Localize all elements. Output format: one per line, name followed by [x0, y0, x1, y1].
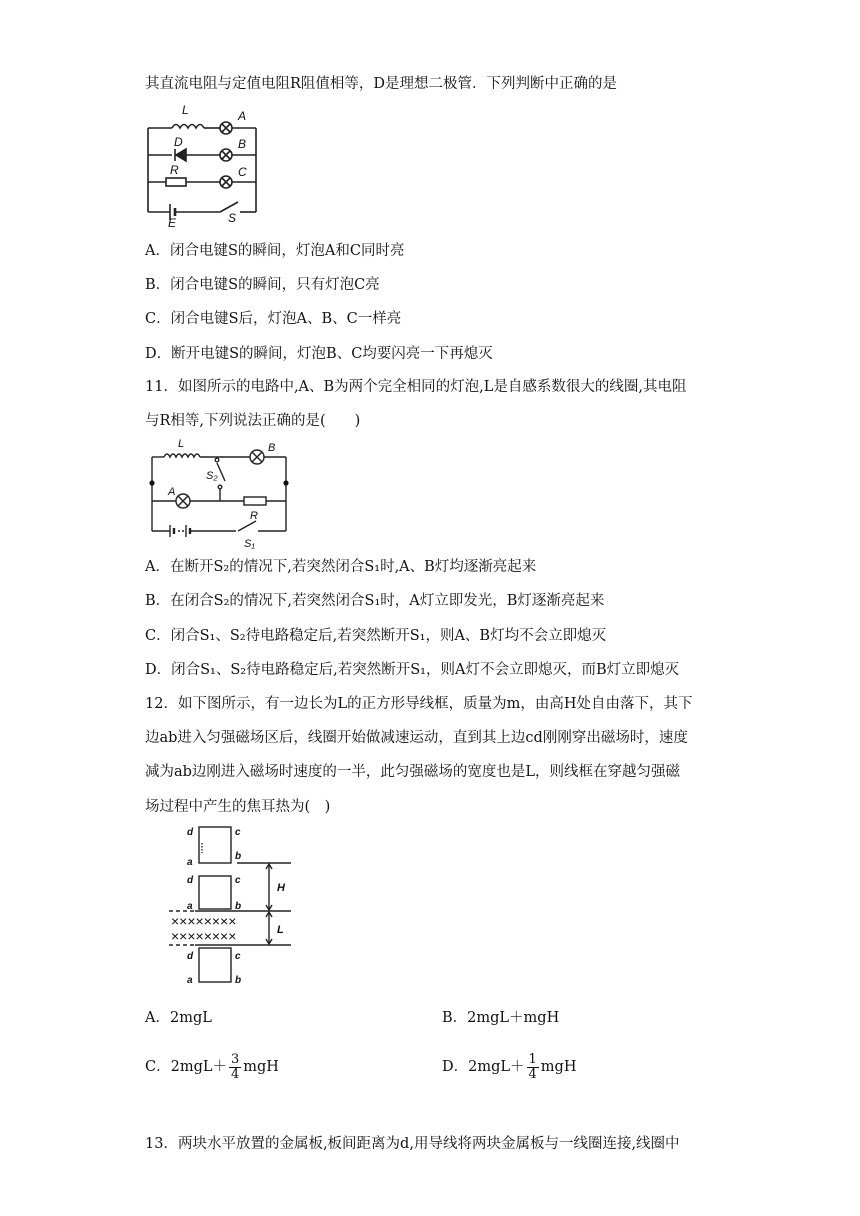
q12-label-d-mid: d — [187, 875, 194, 886]
q12-option-d — [442, 1050, 576, 1084]
q10-label-S: S — [228, 211, 237, 225]
q11-label-A: A — [168, 486, 176, 498]
q10-label-L: L — [182, 103, 189, 117]
q12-label-c-mid: c — [235, 875, 241, 886]
q10-label-E: E — [168, 216, 177, 228]
q11-option-d: D．闭合S₁、S₂待电路稳定后,若突然断开S₁，则A灯不会立即熄灭，而B灯立即熄灭 — [145, 662, 680, 678]
q12-option-d-denominator: 4 — [528, 1066, 537, 1082]
q11-option-b: B．在闭合S₂的情况下,若突然闭合S₁时，A灯立即发光，B灯逐渐亮起来 — [145, 593, 605, 609]
q12-label-b-bot: b — [235, 975, 242, 986]
q12-label-b-mid: b — [235, 901, 242, 912]
q10-label-C: C — [238, 165, 247, 179]
q10-option-c: C．闭合电键S后，灯泡A、B、C一样亮 — [145, 311, 402, 327]
q10-circuit-diagram — [140, 100, 270, 228]
q10-option-a: A．闭合电键S的瞬间，灯泡A和C同时亮 — [145, 243, 405, 259]
q13-stem-line1: 13．两块水平放置的金属板,板间距离为d,用导线将两块金属板与一线圈连接,线圈中 — [145, 1136, 680, 1152]
q11-label-L: L — [178, 438, 185, 450]
q12-option-d-suffix: mgH — [540, 1059, 577, 1075]
q10-label-R: R — [170, 163, 179, 177]
q11-label-S2: S₂ — [206, 470, 218, 482]
q12-stem-line1: 12．如下图所示，有一边长为L的正方形导线框，质量为m，由高H处自由落下，其下 — [145, 696, 693, 712]
q12-label-c-top: c — [235, 827, 241, 838]
q12-option-c-fraction — [229, 1053, 241, 1082]
q12-label-a-bot: a — [187, 975, 193, 986]
q11-stem-line2: 与R相等,下列说法正确的是( ) — [145, 413, 361, 429]
q12-label-a-mid: a — [187, 901, 193, 912]
q11-circuit-diagram — [140, 435, 300, 553]
q11-label-R: R — [250, 510, 258, 522]
q12-option-c-denominator: 4 — [230, 1066, 240, 1082]
q12-label-H: H — [277, 882, 285, 894]
q12-option-a: A．2mgL — [145, 1010, 212, 1026]
q12-option-c-suffix: mgH — [243, 1059, 279, 1075]
q12-stem-line2: 边ab进入匀强磁场区后，线圈开始做减速运动，直到其上边cd刚刚穿出磁场时，速度 — [145, 730, 688, 746]
q12-label-a-top: a — [187, 857, 193, 868]
q12-label-L: L — [277, 924, 284, 936]
q10-label-D: D — [174, 135, 183, 149]
q12-label-d-top: d — [187, 827, 194, 838]
q11-stem-line1: 11．如图所示的电路中,A、B为两个完全相同的灯泡,L是自感系数很大的线圈,其电阻 — [145, 379, 687, 395]
q11-option-c: C．闭合S₁、S₂待电路稳定后,若突然断开S₁，则A、B灯均不会立即熄灭 — [145, 628, 607, 644]
q12-option-c-numerator: 3 — [230, 1051, 240, 1067]
q12-stem-line3: 减为ab边刚进入磁场时速度的一半，此匀强磁场的宽度也是L，则线框在穿越匀强磁 — [145, 764, 681, 780]
q12-label-b-top: b — [235, 851, 242, 862]
q12-magnetic-field-diagram — [165, 823, 295, 988]
q12-field-row2: ×××××××× — [171, 928, 237, 944]
q10-option-b: B．闭合电键S的瞬间，只有灯泡C亮 — [145, 277, 380, 293]
q11-label-B: B — [268, 442, 276, 454]
q12-label-d-bot: d — [187, 951, 194, 962]
q10-option-d: D．断开电键S的瞬间，灯泡B、C均要闪亮一下再熄灭 — [145, 346, 493, 362]
q10-label-A: A — [238, 109, 247, 123]
q10-label-B: B — [238, 137, 247, 151]
q12-option-d-prefix: D．2mgL＋ — [442, 1059, 525, 1075]
q11-option-a: A．在断开S₂的情况下,若突然闭合S₁时,A、B灯均逐渐亮起来 — [145, 559, 537, 575]
q12-option-d-numerator: 1 — [528, 1051, 537, 1067]
q11-label-S1: S₁ — [244, 538, 255, 550]
q12-option-b: B．2mgL＋mgH — [442, 1010, 560, 1026]
q12-field-row1: ×××××××× — [171, 913, 237, 929]
q12-option-c — [145, 1050, 279, 1084]
q12-option-c-prefix: C．2mgL＋ — [145, 1059, 227, 1075]
q10-intro: 其直流电阻与定值电阻R阻值相等，D是理想二极管．下列判断中正确的是 — [145, 76, 618, 92]
q12-option-d-fraction — [527, 1053, 539, 1082]
q12-stem-line4: 场过程中产生的焦耳热为( ) — [145, 799, 331, 815]
q12-label-c-bot: c — [235, 951, 241, 962]
